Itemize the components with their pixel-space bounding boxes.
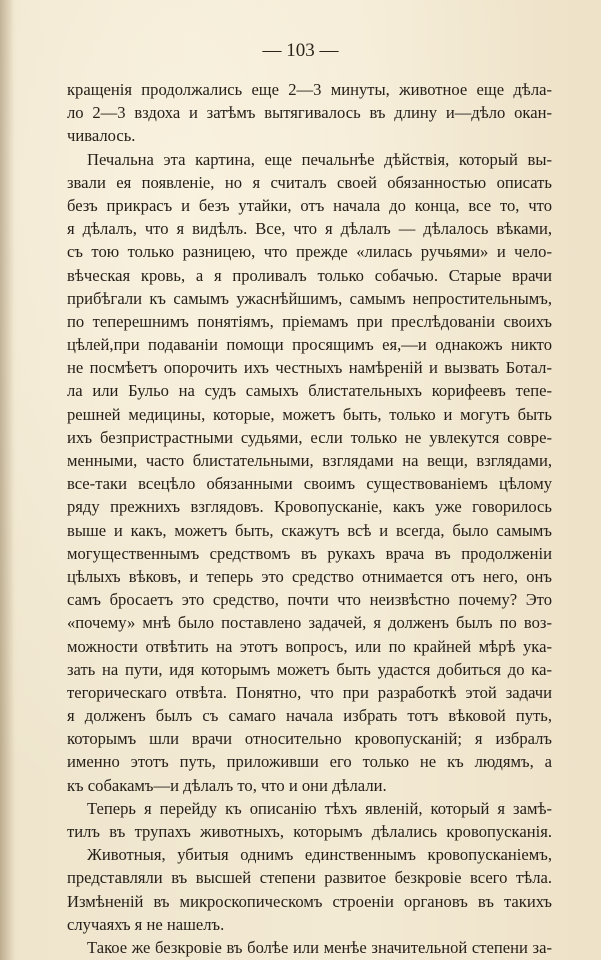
text-line: решней медицины, которые, можетъ быть, только и могутъ быть [67, 404, 552, 424]
text-line: съ тою только разницею, что прежде «лилась ручьями» и чело- [67, 242, 552, 262]
text-line: самъ бросаетъ это средство, почти что неизвѣстно почему? Это [67, 590, 552, 610]
text-line: кращенія продолжались еще 2—3 минуты, животное еще дѣла- [67, 80, 552, 99]
text-line: вѣческая кровь, а я проливалъ только собачью. Старые врачи [67, 265, 552, 285]
text-line: ихъ безпристрастными судьями, если только не увлекутся совре- [67, 427, 552, 447]
text-line: цѣлей,при подаваніи помощи просящимъ ея,—и однакожъ никто [67, 335, 552, 355]
text-line: именно этотъ путь, приложивши его только не къ людямъ, а [67, 752, 552, 772]
text-line: представляли въ высшей степени развитое безкровіе всего тѣла. [67, 868, 552, 888]
text-line: тегорическаго отвѣта. Понятно, что при разработкѣ этой задачи [67, 682, 552, 702]
text-line: ла или Бульо на судъ самыхъ блистательныхъ корифеевъ тепе- [67, 381, 552, 401]
text-line: случаяхъ я не нашелъ. [67, 914, 225, 934]
text-line: можности отвѣтить на этотъ вопросъ, или по крайней мѣрѣ ука- [67, 636, 552, 656]
text-line: ло 2—3 вздоха и затѣмъ вытягивалось въ длину и—дѣло окан- [67, 103, 552, 123]
text-line: зать на пути, идя которымъ можетъ быть удастся добиться до ка- [67, 659, 552, 679]
binding-shadow [0, 0, 14, 960]
text-line: все-таки всецѣло обязанными своимъ существованіемъ цѣлому [67, 474, 552, 494]
text-line: чивалось. [67, 126, 136, 146]
text-line: по теперешнимъ понятіямъ, пріемамъ при преслѣдованіи своихъ [67, 311, 552, 331]
text-line: прибѣгали къ самымъ ужаснѣйшимъ, самымъ непростительнымъ, [67, 288, 552, 308]
text-line: Животныя, убитыя однимъ единственнымъ кровопусканіемъ, [87, 845, 552, 865]
text-line: ряду прежнихъ взглядовъ. Кровопусканіе, какъ уже говорилось [67, 497, 552, 517]
text-line: я дѣлалъ, что я видѣлъ. Все, что я дѣлалъ — дѣлалось вѣками, [67, 219, 552, 239]
text-line: которымъ шли врачи относительно кровопусканій; я избралъ [67, 729, 552, 749]
text-line: не посмѣетъ опорочить ихъ честныхъ намѣреній и вызвать Ботал- [67, 358, 552, 378]
text-line: тилъ въ трупахъ животныхъ, которымъ дѣлались кровопусканія. [67, 822, 552, 841]
text-line: цѣлыхъ вѣковъ, и теперь это средство отнимается отъ него, онъ [67, 566, 552, 586]
body-text [67, 78, 552, 959]
text-line: Печальна эта картина, еще печальнѣе дѣйствія, который вы- [87, 149, 552, 169]
text-line: могущественнымъ средствомъ въ рукахъ врача въ продолженіи [67, 543, 552, 563]
text-line: звали ея появленіе, но я считалъ своей обязанностью описать [67, 172, 552, 192]
text-line: «почему» мнѣ было поставлено задачей, я долженъ былъ по воз- [67, 613, 552, 633]
text-line: къ собакамъ—и дѣлалъ то, что и они дѣлали. [67, 775, 387, 795]
text-line: выше и какъ, можетъ быть, скажутъ всѣ и всегда, было самымъ [67, 520, 552, 540]
text-line: безъ прикрасъ и безъ утайки, отъ начала до конца, все то, что [67, 195, 552, 215]
page-number: — 103 — [262, 40, 339, 61]
text-line: я долженъ былъ съ самаго начала избрать тотъ вѣковой путь, [67, 706, 552, 726]
text-line: менными, часто блистательными, взглядами на вещи, взглядами, [67, 451, 552, 470]
text-line: Измѣненій въ микроскопическомъ строеніи органовъ въ такихъ [67, 891, 552, 911]
text-line: Теперь я перейду къ описанію тѣхъ явленій, который я замѣ- [87, 798, 552, 818]
text-line: Такое же безкровіе въ болѣе или менѣе значительной степени за- [87, 937, 552, 957]
